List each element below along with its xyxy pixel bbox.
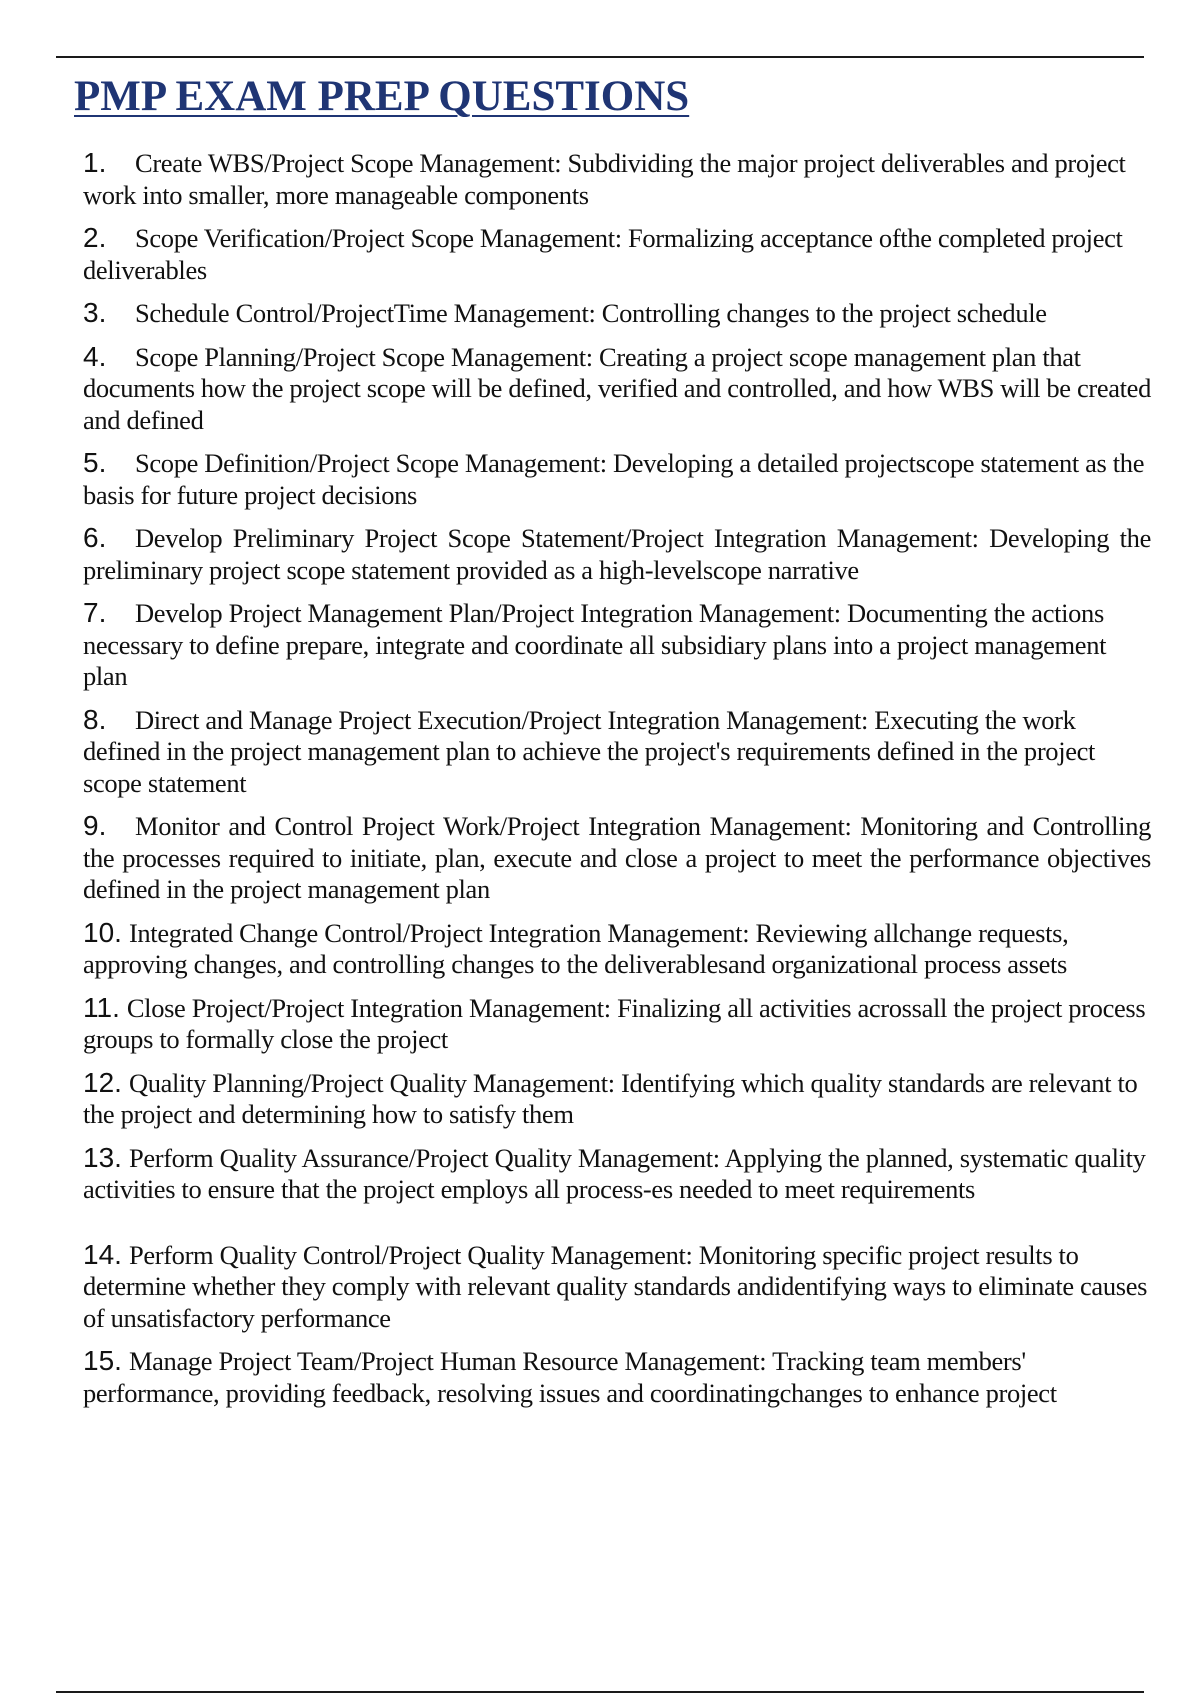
item-number: 13. <box>83 1141 122 1173</box>
item-text: Scope Verification/Project Scope Management: Formalizing acceptance ofthe completed project deliverables <box>83 223 1123 285</box>
item-number: 15. <box>83 1345 122 1376</box>
top-rule <box>56 56 1144 58</box>
item-text: Quality Planning/Project Quality Management: Identifying which quality standards are relevant to the project and determining how to satisfy them <box>83 1067 1138 1129</box>
list-item <box>83 447 1151 511</box>
list-item <box>83 992 1151 1056</box>
list-item <box>83 297 1151 330</box>
item-text: Schedule Control/ProjectTime Management: Controlling changes to the project schedule <box>135 298 1047 328</box>
item-text: Close Project/Project Integration Management: Finalizing all activities acrossall the project process groups to formally close the project <box>83 992 1146 1054</box>
item-number: 3. <box>83 297 107 328</box>
item-text: Perform Quality Control/Project Quality Management: Monitoring specific project results to determine whether they comply with relevant quality standards andidentifying ways to eliminate causes of unsatisfactory performance <box>83 1239 1148 1333</box>
item-number: 1. <box>83 147 107 178</box>
item-text: Scope Planning/Project Scope Management: Creating a project scope management plan that documents how the project scope will be defined, verified and controlled, and how WBS will be created and defined <box>83 341 1151 435</box>
list-item <box>83 704 1151 800</box>
item-text: Direct and Manage Project Execution/Project Integration Management: Executing the work defined in the project management plan to achieve the project's requirements defined in the project scope statement <box>83 704 1096 798</box>
item-text: Monitor and Control Project Work/Project Integration Management: Monitoring and Controlling the processes required to initiate, plan, execute and close a project to meet the performance objectives defined in the project management plan <box>83 811 1151 904</box>
item-number: 9. <box>83 810 107 841</box>
item-number: 14. <box>83 1238 122 1270</box>
item-number: 10. <box>83 916 122 948</box>
list-item <box>83 222 1151 286</box>
list-item <box>83 1239 1151 1335</box>
list-item <box>83 147 1151 211</box>
list-item <box>83 597 1151 693</box>
item-text: Scope Definition/Project Scope Management: Developing a detailed projectscope statement as the basis for future project decisions <box>83 448 1145 510</box>
page-title: PMP EXAM PREP QUESTIONS <box>74 73 690 120</box>
bottom-rule <box>56 1691 1144 1693</box>
list-item <box>83 522 1151 586</box>
item-text: Manage Project Team/Project Human Resource Management: Tracking team members' performance, providing feedback, resolving issues and coordinatingchanges to enhance project <box>83 1346 1057 1408</box>
item-number: 7. <box>83 597 107 628</box>
list-item <box>83 341 1151 437</box>
item-number: 6. <box>83 522 107 553</box>
item-number: 4. <box>83 340 107 372</box>
item-text: Develop Preliminary Project Scope Statement/Project Integration Management: Developing the preliminary project scope statement provided as a high-levelscope narrative <box>83 523 1151 585</box>
item-number: 2. <box>83 222 107 253</box>
item-number: 8. <box>83 703 107 735</box>
item-text: Perform Quality Assurance/Project Quality Management: Applying the planned, systematic quality activities to ensure that the project employs all process-es needed to meet requirements <box>83 1142 1146 1204</box>
item-number: 11. <box>83 991 120 1023</box>
list-item <box>83 1067 1151 1131</box>
list-item <box>83 917 1151 981</box>
list-item <box>83 1142 1151 1206</box>
item-number: 5. <box>83 447 107 478</box>
item-number: 12. <box>83 1066 122 1098</box>
list-item <box>83 1345 1151 1409</box>
item-text: Create WBS/Project Scope Management: Subdividing the major project deliverables and project work into smaller, more manageable components <box>83 148 1126 210</box>
item-text: Develop Project Management Plan/Project Integration Management: Documenting the actions necessary to define prepare, integrate and coordinate all subsidiary plans into a project management plan <box>83 598 1107 691</box>
question-list <box>83 147 1151 1420</box>
list-item <box>83 810 1151 906</box>
item-text: Integrated Change Control/Project Integration Management: Reviewing allchange requests, approving changes, and controlling changes to the deliverablesand organizational process assets <box>83 917 1069 979</box>
